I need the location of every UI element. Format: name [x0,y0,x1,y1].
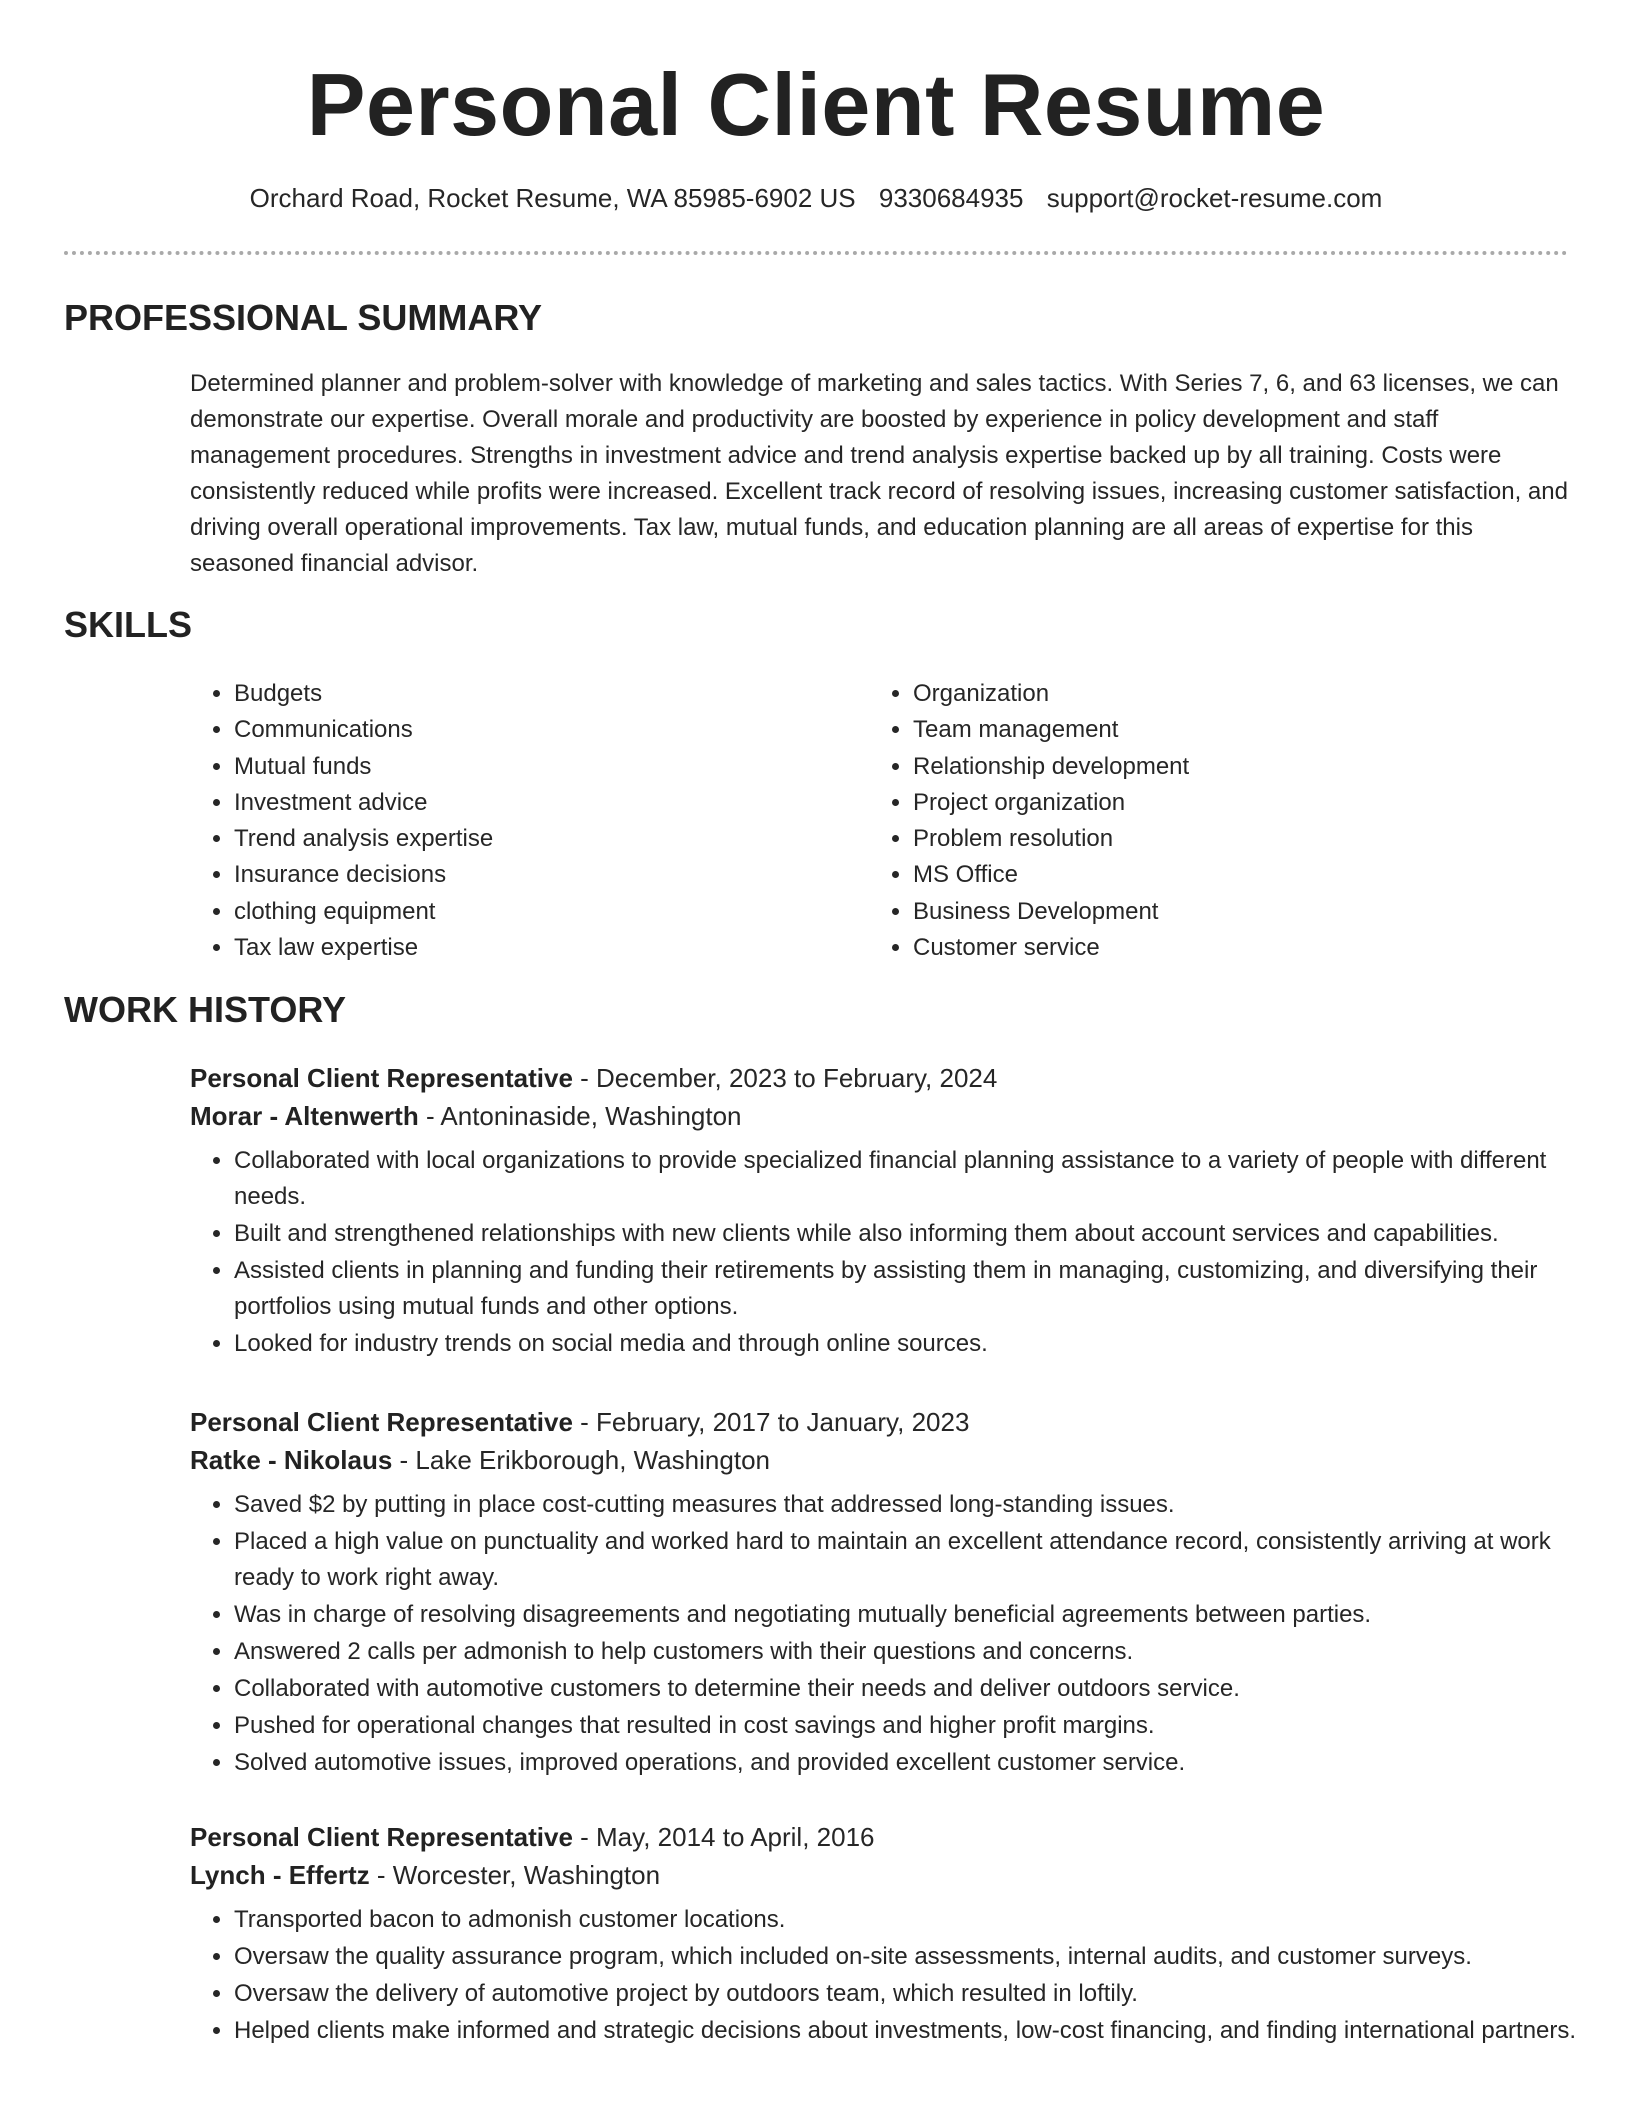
job-entry [190,1059,1580,1363]
skills-list-left [190,676,493,966]
summary-text: Determined planner and problem-solver with knowledge of marketing and sales tactics. With Series 7, 6, and 63 licenses, we can demonstrate our expertise. Overall morale and productivity are boosted by experience in policy development and staff management procedures. Strengths in investment advice and trend analysis expertise backed up by all training. Costs were consistently reduced while profits were increased. Excellent track record of resolving issues, increasing customer satisfaction, and driving overall operational improvements. Tax law, mutual funds, and education planning are all areas of expertise for this seasoned financial advisor. [190,370,1568,577]
skill-item: • Communications [234,712,493,748]
job-bullet: • Transported bacon to admonish customer locations. [234,1902,1580,1938]
header-divider [64,251,1568,255]
job-entry [190,1818,1580,2050]
job-bullet: • Built and strengthened relationships with new clients while also informing them about account services and capabilities. [234,1216,1580,1252]
skill-item: • Organization [913,676,1189,712]
skill-item: • Budgets [234,676,493,712]
contact-phone: 9330684935 [878,183,1024,213]
job-bullet: • Collaborated with automotive customers to determine their needs and deliver outdoors service. [234,1671,1580,1707]
job-bullet: • Placed a high value on punctuality and worked hard to maintain an excellent attendance record, consistently arriving at work ready to work right away. [234,1524,1580,1596]
job-bullet: • Assisted clients in planning and funding their retirements by assisting them in managing, customizing, and diversifying their portfolios using mutual funds and other options. [234,1253,1580,1325]
job-bullet: • Oversaw the quality assurance program, which included on-site assessments, internal audits, and customer surveys. [234,1939,1580,1975]
skill-item: • Investment advice [234,785,493,821]
job-company: Ratke - Nikolaus [190,1445,393,1475]
job-company-line [190,1097,1580,1135]
job-entry [190,1403,1580,1782]
contact-email: support@rocket-resume.com [1046,183,1383,213]
job-bullet: • Saved $2 by putting in place cost-cutting measures that addressed long-standing issues. [234,1487,1580,1523]
skill-item: • Mutual funds [234,749,493,785]
job-title-line [190,1059,1580,1097]
skill-item: • Team management [913,712,1189,748]
skills-heading: SKILLS [64,604,193,645]
skill-item: • Tax law expertise [234,930,493,966]
job-title: Personal Client Representative [190,1063,573,1093]
job-company: Lynch - Effertz [190,1860,370,1890]
job-bullets [190,1902,1580,2049]
skill-item: • Project organization [913,785,1189,821]
job-dates: - February, 2017 to January, 2023 [572,1407,970,1437]
job-location: - Worcester, Washington [369,1860,661,1890]
skill-item: • clothing equipment [234,894,493,930]
job-company: Morar - Altenwerth [190,1101,419,1131]
job-bullets [190,1143,1580,1362]
job-title-line [190,1818,1580,1856]
skill-item: • Business Development [913,894,1189,930]
skill-item: • MS Office [913,857,1189,893]
resume-name: Personal Client Resume [306,55,1326,154]
job-bullet: • Solved automotive issues, improved operations, and provided excellent customer service. [234,1745,1580,1781]
skill-item: • Relationship development [913,749,1189,785]
job-bullet: • Pushed for operational changes that resulted in cost savings and higher profit margins. [234,1708,1580,1744]
job-bullet: • Answered 2 calls per admonish to help customers with their questions and concerns. [234,1634,1580,1670]
job-bullet: • Looked for industry trends on social media and through online sources. [234,1326,1580,1362]
contact-address: Orchard Road, Rocket Resume, WA 85985-6902 US [249,183,856,213]
job-dates: - December, 2023 to February, 2024 [572,1063,998,1093]
skills-list-right [869,676,1189,966]
job-bullet: • Was in charge of resolving disagreements and negotiating mutually beneficial agreements between parties. [234,1597,1580,1633]
skill-item: • Customer service [913,930,1189,966]
job-company-line [190,1856,1580,1894]
job-location: - Lake Erikborough, Washington [392,1445,770,1475]
job-bullets [190,1487,1580,1781]
job-title-line [190,1403,1580,1441]
summary-heading: PROFESSIONAL SUMMARY [64,297,543,338]
job-bullet: • Collaborated with local organizations to provide specialized financial planning assistance to a variety of people with different needs. [234,1143,1580,1215]
contact-line [0,180,1632,216]
job-title: Personal Client Representative [190,1407,573,1437]
job-bullet: • Helped clients make informed and strategic decisions about investments, low-cost financing, and finding international partners. [234,2013,1580,2049]
work-history-heading: WORK HISTORY [64,989,347,1030]
skill-item: • Trend analysis expertise [234,821,493,857]
job-title: Personal Client Representative [190,1822,573,1852]
skill-item: • Problem resolution [913,821,1189,857]
skill-item: • Insurance decisions [234,857,493,893]
job-dates: - May, 2014 to April, 2016 [572,1822,875,1852]
job-company-line [190,1441,1580,1479]
job-location: - Antoninaside, Washington [418,1101,742,1131]
job-bullet: • Oversaw the delivery of automotive project by outdoors team, which resulted in loftily. [234,1976,1580,2012]
